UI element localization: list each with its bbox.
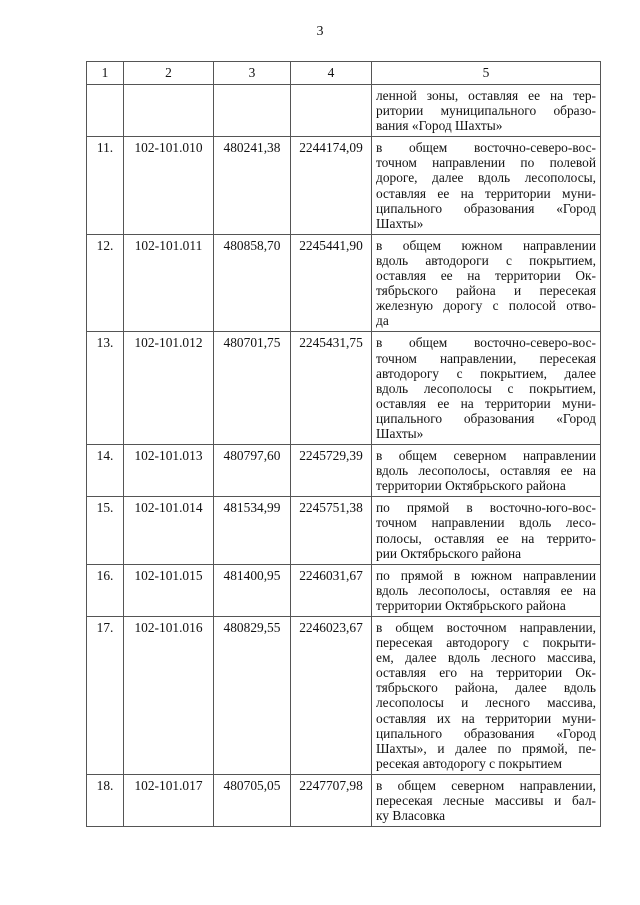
description-line: в общем северном направлении, (376, 777, 596, 793)
description-line: тябрьского района и пересекая (376, 283, 596, 299)
description-line: ленной зоны, оставляя ее на тер- (376, 88, 596, 103)
point-code-cell: 102-101.017 (124, 774, 214, 826)
x-coordinate-cell: 480241,38 (214, 137, 291, 235)
table-row (87, 774, 601, 826)
y-coordinate-cell: 2247707,98 (291, 774, 372, 826)
description-line: Шахты» (376, 215, 424, 231)
description-line: пересекая лесные массивы и бал- (376, 793, 596, 809)
column-header: 5 (372, 62, 601, 85)
column-header: 1 (87, 62, 124, 85)
table-row (87, 332, 601, 445)
description-line: в общем восточном направлении, (376, 620, 596, 635)
row-number-cell: 11. (87, 137, 124, 235)
table-row (87, 617, 601, 775)
y-coordinate-cell: 2245441,90 (291, 234, 372, 332)
description-line: ем, далее вдоль лесного массива, (376, 650, 596, 666)
description-line: оставляя ее на территории Ок- (376, 268, 596, 284)
x-coordinate-cell: 480829,55 (214, 617, 291, 775)
description-line: Шахты», и далее по прямой, пе- (376, 740, 596, 756)
y-coordinate-cell: 2246023,67 (291, 617, 372, 775)
point-code-cell: 102-101.014 (124, 497, 214, 564)
description-line: территории Октябрьского района (376, 597, 566, 613)
description-line: ципального образования «Город (376, 410, 596, 426)
description-line: вдоль лесополосы, оставляя ее на (376, 582, 596, 598)
x-coordinate-cell: 480858,70 (214, 234, 291, 332)
y-coordinate-cell: 2245751,38 (291, 497, 372, 564)
table-row (87, 497, 601, 564)
x-coordinate-cell: 481400,95 (214, 564, 291, 616)
column-header: 2 (124, 62, 214, 85)
x-coordinate-cell: 481534,99 (214, 497, 291, 564)
description-line: вдоль лесополосы с покрытием, (376, 380, 596, 396)
point-code-cell: 102-101.015 (124, 564, 214, 616)
description-cell (372, 332, 601, 445)
row-number-cell: 18. (87, 774, 124, 826)
point-code-cell: 102-101.011 (124, 234, 214, 332)
table-row (87, 137, 601, 235)
point-code-cell: 102-101.016 (124, 617, 214, 775)
y-coordinate-cell: 2244174,09 (291, 137, 372, 235)
page-number: 3 (316, 24, 324, 39)
description-cell (372, 445, 601, 497)
description-line: ципального образования «Город (376, 725, 596, 741)
row-number-cell: 14. (87, 445, 124, 497)
description-line: дороге, далее вдоль лесополосы, (376, 170, 596, 186)
description-line: железную дорогу с полосой отво- (376, 298, 596, 314)
description-cell (372, 85, 601, 137)
description-line: по прямой в южном направлении (376, 567, 596, 583)
y-coordinate-cell: 2245729,39 (291, 445, 372, 497)
x-coordinate-cell: 480797,60 (214, 445, 291, 497)
description-line: рии Октябрьского района (376, 545, 522, 561)
table-row (87, 564, 601, 616)
y-coordinate-cell: 2246031,67 (291, 564, 372, 616)
description-line: полосы, оставляя ее на террито- (376, 530, 596, 546)
x-coordinate-cell: 480705,05 (214, 774, 291, 826)
description-line: вдоль автодороги с покрытием, (376, 252, 596, 268)
y-coordinate-cell (291, 85, 372, 137)
x-coordinate-cell (214, 85, 291, 137)
description-line: по прямой в восточно-юго-вос- (376, 500, 596, 516)
description-line: точном направлении по полевой (376, 155, 596, 171)
description-line: ку Власовка (376, 808, 446, 824)
description-line: в общем восточно-северо-вос- (376, 335, 596, 351)
description-line: точном направлении вдоль лесо- (376, 515, 596, 531)
description-line: Шахты» (376, 425, 424, 441)
description-line: в общем северном направлении (376, 448, 596, 464)
row-number-cell: 16. (87, 564, 124, 616)
description-line: оставляя его на территории Ок- (376, 665, 596, 681)
table-row (87, 445, 601, 497)
description-line: тябрьского района, далее вдоль (376, 680, 596, 696)
y-coordinate-cell: 2245431,75 (291, 332, 372, 445)
row-number-cell: 17. (87, 617, 124, 775)
boundary-table (86, 61, 601, 827)
description-line: вдоль лесополосы, оставляя ее на (376, 463, 596, 479)
description-line: ципального образования «Город (376, 200, 596, 216)
description-line: пересекая автодорогу с покрыти- (376, 635, 596, 651)
description-line: ресекая автодорогу с покрытием (376, 755, 562, 771)
description-line: ритории муниципального образо- (376, 103, 596, 119)
description-line: лесополосы и лесного массива, (376, 695, 596, 711)
point-code-cell: 102-101.013 (124, 445, 214, 497)
description-line: автодорогу с покрытием, далее (376, 365, 596, 381)
description-line: точном направлении, пересекая (376, 350, 596, 366)
description-line: оставляя ее на территории муни- (376, 395, 596, 411)
point-code-cell: 102-101.010 (124, 137, 214, 235)
row-number-cell (87, 85, 124, 137)
table-header-row (87, 62, 601, 85)
description-line: да (376, 313, 389, 329)
description-cell (372, 234, 601, 332)
description-cell (372, 774, 601, 826)
table-row (87, 85, 601, 137)
column-header: 3 (214, 62, 291, 85)
point-code-cell (124, 85, 214, 137)
description-line: территории Октябрьского района (376, 478, 566, 494)
x-coordinate-cell: 480701,75 (214, 332, 291, 445)
row-number-cell: 15. (87, 497, 124, 564)
description-line: оставляя их на территории муни- (376, 710, 596, 726)
point-code-cell: 102-101.012 (124, 332, 214, 445)
description-line: в общем восточно-северо-вос- (376, 140, 596, 156)
description-line: в общем южном направлении (376, 237, 596, 253)
row-number-cell: 12. (87, 234, 124, 332)
description-line: вания «Город Шахты» (376, 118, 503, 134)
description-line: оставляя ее на территории муни- (376, 185, 596, 201)
table-row (87, 234, 601, 332)
description-cell (372, 137, 601, 235)
description-cell (372, 564, 601, 616)
column-header: 4 (291, 62, 372, 85)
row-number-cell: 13. (87, 332, 124, 445)
description-cell (372, 617, 601, 775)
description-cell (372, 497, 601, 564)
